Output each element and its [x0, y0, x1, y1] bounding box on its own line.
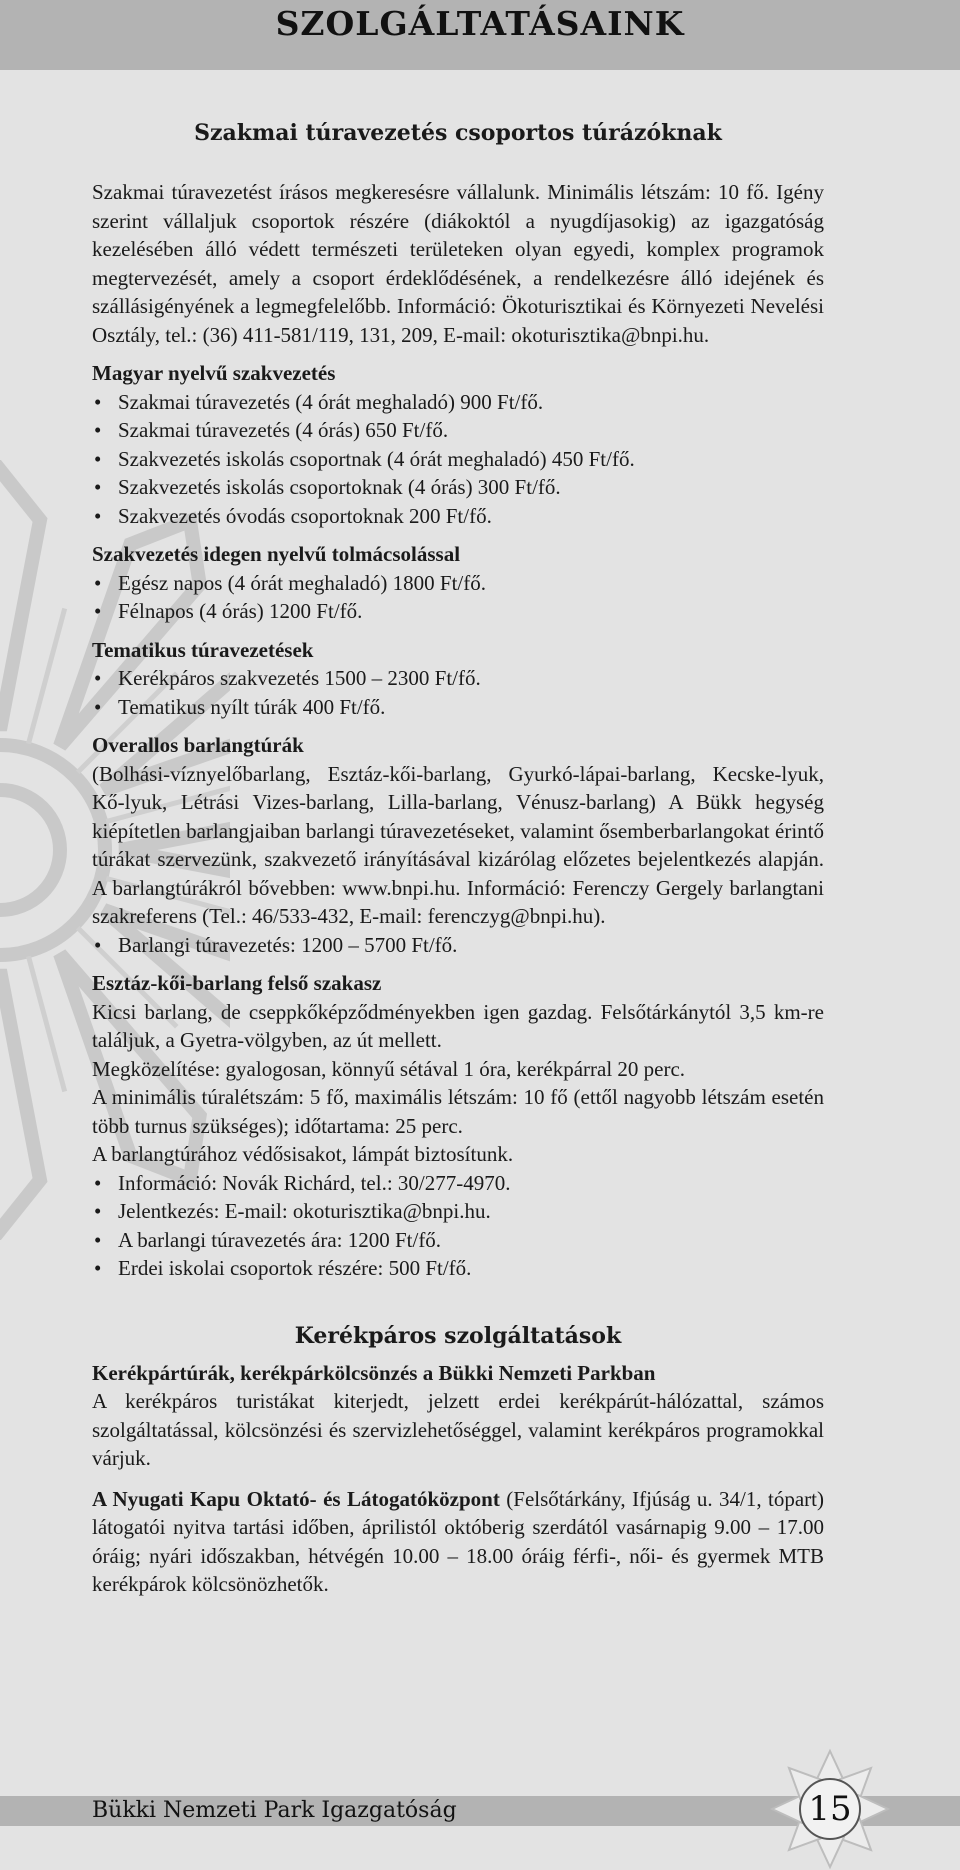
esztaz-line: A minimális túralétszám: 5 fő, maximális létszám: 10 fő (ettől nagyobb létszám esetén több turnus szükséges); időtartama: 25 perc.	[92, 1085, 824, 1138]
esztaz-line: Megközelítése: gyalogosan, könnyű sétával 1 óra, kerékpárral 20 perc.	[92, 1056, 686, 1081]
esztaz-list	[92, 1169, 824, 1283]
overallos-paragraph: (Bolhási-víznyelőbarlang, Esztáz-kői-barlang, Gyurkó-lápai-barlang, Kecske-lyuk, Kő-lyuk, Létrási Vizes-barlang, Lilla-barlang, Vénusz-barlang) A Bükk hegység kiépítetlen barlangjaiban barlangi túravezetéseket, valamint ősemberbarlangokat érintő túrákat szervezünk, szakvezető irányításával kizárólag előzetes bejelentkezés alapján. A barlangtúrákról bővebben: www.bnpi.hu. Információ: Ferenczy Gergely barlangtani szakreferens (Tel.: 46/533-432, E-mail: ferenczyg@bnpi.hu).	[92, 761, 824, 928]
list-item: • Erdei iskolai csoportok részére: 500 Ft/fő.	[92, 1254, 824, 1283]
list-item: • Szakvezetés óvodás csoportoknak 200 Ft/fő.	[92, 502, 824, 531]
intro-paragraph: Szakmai túravezetést írásos megkeresésre vállalunk. Minimális létszám: 10 fő. Igény szerint vállaljuk csoportok részére (diákoktól a nyugdíjasokig) az igazgatóság kezelésében álló védett természeti területeken olyan egyedi, komplex programok megtervezését, amely a csoport érdeklődésének, a rendelkezésre álló idejének és szállásigényének a legmegfelelőbb. Információ: Ökoturisztikai és Környezeti Nevelési Osztály, tel.: (36) 411-581/119, 131, 209, E-mail: okoturisztika@bnpi.hu.	[92, 180, 824, 347]
section-title-szakmai: Szakmai túravezetés csoportos túrázóknak	[194, 120, 722, 146]
magyar-list	[92, 388, 824, 531]
list-item: • A barlangi túravezetés ára: 1200 Ft/fő.	[92, 1226, 824, 1255]
list-item: • Félnapos (4 órás) 1200 Ft/fő.	[92, 597, 824, 626]
nyugati-kapu-name: A Nyugati Kapu Oktató- és Látogatóközpont	[92, 1486, 500, 1511]
kerekpar-paragraph: A kerékpáros turistákat kiterjedt, jelzett erdei kerékpárút-hálózattal, számos szolgáltatással, kölcsönzési és szervizlehetőséggel, valamint kerékpáros programokkal várjuk.	[92, 1389, 824, 1470]
idegen-list	[92, 569, 824, 626]
esztaz-line: A barlangtúrához védősisakot, lámpát biztosítunk.	[92, 1142, 514, 1166]
list-item: • Szakvezetés iskolás csoportnak (4 órát meghaladó) 450 Ft/fő.	[92, 445, 824, 474]
tematikus-heading: Tematikus túravezetések	[92, 637, 314, 662]
tematikus-list	[92, 664, 824, 721]
page-number: 15	[808, 1789, 852, 1829]
list-item: • Jelentkezés: E-mail: okoturisztika@bnpi.hu.	[92, 1197, 824, 1226]
nyugati-kapu-paragraph	[92, 1485, 824, 1599]
list-item: • Barlangi túravezetés: 1200 – 5700 Ft/fő.	[92, 931, 824, 960]
list-item: • Tematikus nyílt túrák 400 Ft/fő.	[92, 693, 824, 722]
list-item: • Információ: Novák Richárd, tel.: 30/277-4970.	[92, 1169, 824, 1198]
list-item: • Szakmai túravezetés (4 órás) 650 Ft/fő.	[92, 416, 824, 445]
main-content	[92, 118, 824, 1599]
overallos-list	[92, 931, 824, 960]
page-header-title: SZOLGÁLTATÁSAINK	[275, 4, 685, 43]
esztaz-heading: Esztáz-kői-barlang felső szakasz	[92, 971, 382, 995]
footer-org: Bükki Nemzeti Park Igazgatóság	[92, 1798, 457, 1823]
list-item: • Kerékpáros szakvezetés 1500 – 2300 Ft/fő.	[92, 664, 824, 693]
magyar-heading: Magyar nyelvű szakvezetés	[92, 361, 336, 385]
esztaz-line: Kicsi barlang, de cseppkőképződményekben igen gazdag. Felsőtárkánytól 3,5 km-re találjuk, a Gyetra-völgyben, az út mellett.	[92, 999, 824, 1052]
nyugati-kapu-details: (Felsőtárkány, Ifjúság u. 34/1, tópart) látogatói nyitva tartási időben, áprilistól októberig szerdától vasárnapig 9.00 – 17.00 óráig; nyári időszakban, hétvégén 10.00 – 18.00 óráig férfi-, női- és gyermek MTB kerékpárok kölcsönözhetők.	[92, 1486, 824, 1596]
list-item: • Szakvezetés iskolás csoportoknak (4 órás) 300 Ft/fő.	[92, 473, 824, 502]
list-item: • Szakmai túravezetés (4 órát meghaladó) 900 Ft/fő.	[92, 388, 824, 417]
section-title-kerekparos: Kerékpáros szolgáltatások	[294, 1322, 622, 1349]
overallos-heading: Overallos barlangtúrák	[92, 733, 304, 757]
idegen-heading: Szakvezetés idegen nyelvű tolmácsolással	[92, 542, 461, 566]
kerekpar-heading: Kerékpártúrák, kerékpárkölcsönzés a Bükki Nemzeti Parkban	[92, 1360, 656, 1385]
list-item: • Egész napos (4 órát meghaladó) 1800 Ft/fő.	[92, 569, 824, 598]
